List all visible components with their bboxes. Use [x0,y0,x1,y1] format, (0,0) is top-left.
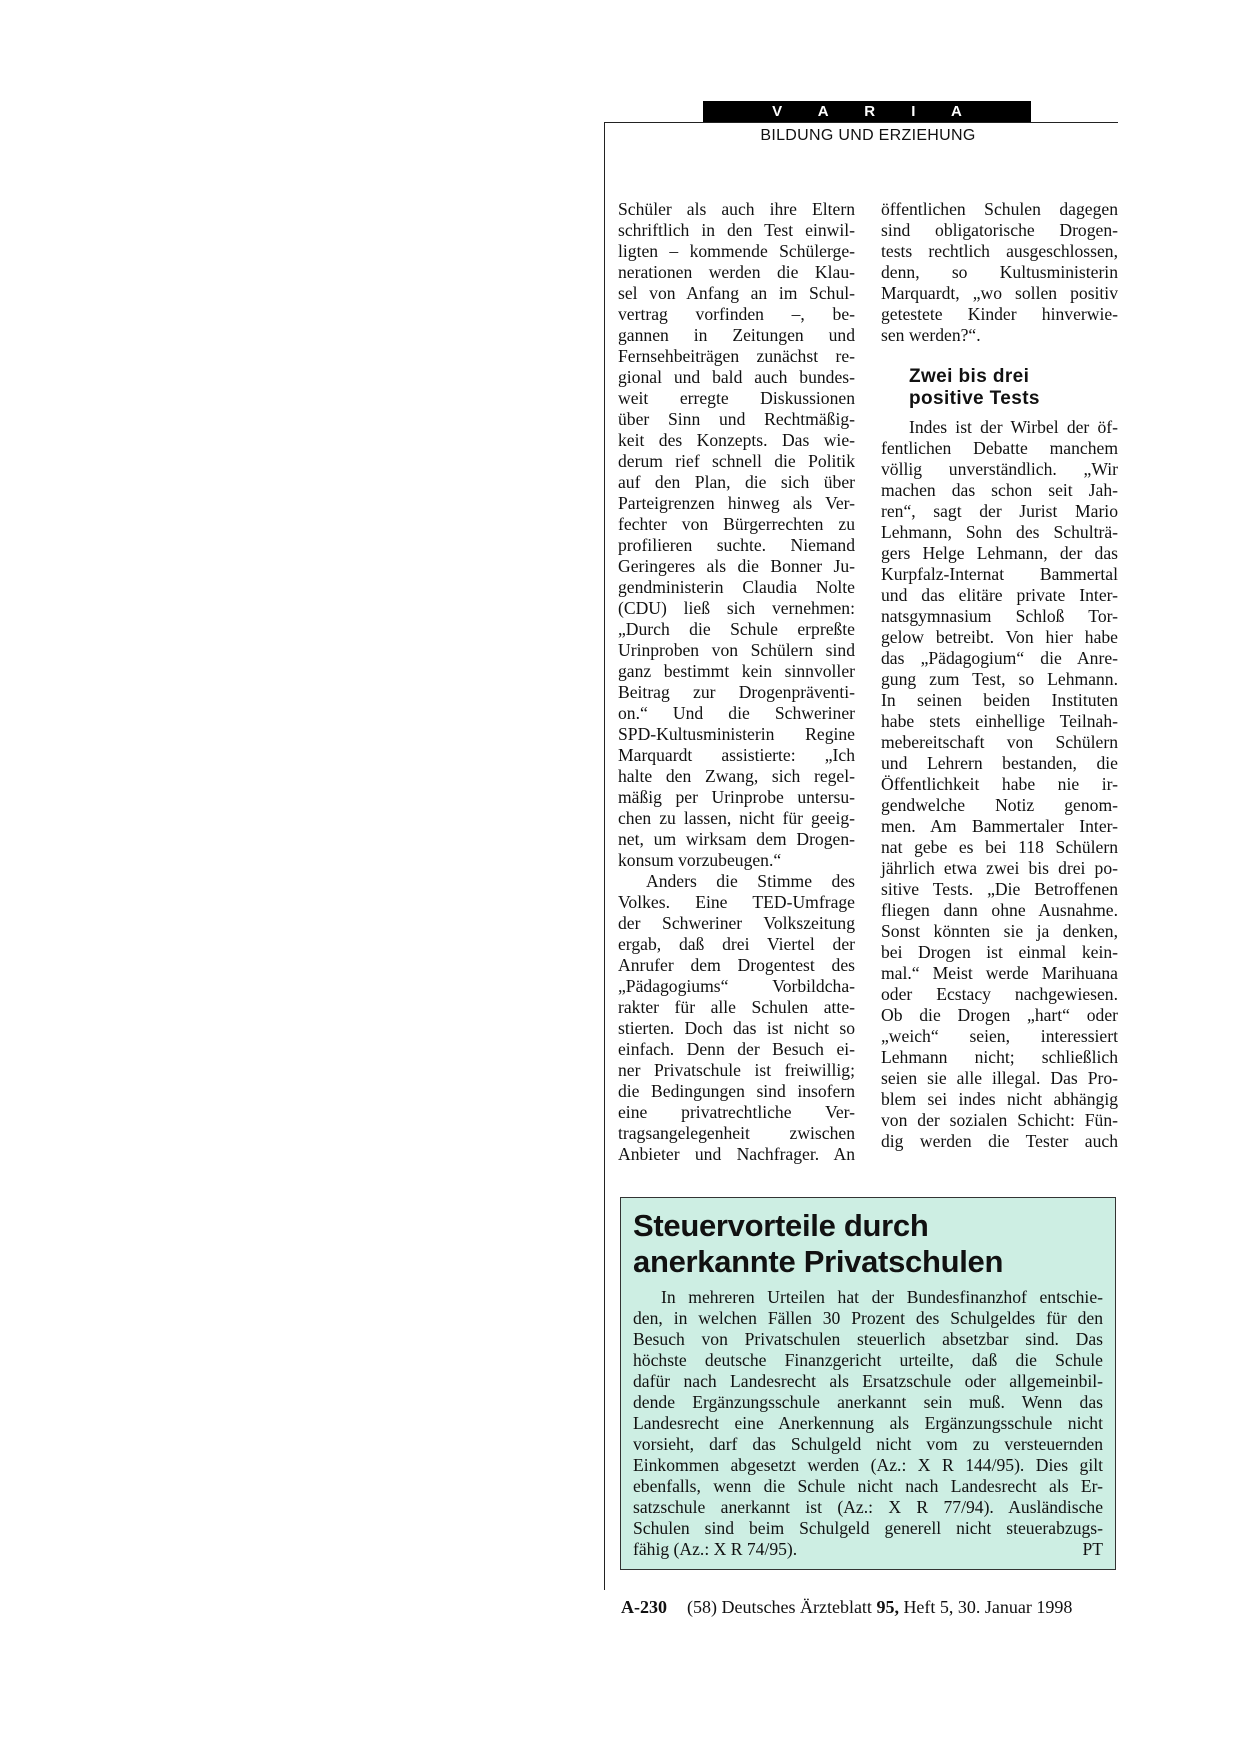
text-line: dig werden die Tester auch [881,1131,1118,1151]
info-box-line: ebenfalls, wenn die Schule nicht nach Landesrecht als Er- [633,1476,1103,1496]
text-line: jährlich etwa zwei bis drei po- [881,858,1118,878]
info-box-line: Schulen sind beim Schulgeld generell nicht steuerabzugs- [633,1518,1103,1538]
text-line: Lehmann, Sohn des Schulträ- [881,522,1118,542]
text-line: ergab, daß drei Viertel der [618,934,855,954]
text-line: In seinen beiden Instituten [881,690,1118,710]
text-line: Geringeres als die Bonner Ju- [618,556,855,576]
text-line: Ob die Drogen „hart“ oder [881,1005,1118,1025]
text-line: mäßig per Urinprobe untersu- [618,787,855,807]
text-line: mebereitschaft von Schülern [881,732,1118,752]
text-line: über Sinn und Rechtmäßig- [618,409,855,429]
text-line: nat gebe es bei 118 Schülern [881,837,1118,857]
text-line: gung zum Test, so Lehmann. [881,669,1118,689]
text-line: rakter für alle Schulen atte- [618,997,855,1017]
text-line: öffentlichen Schulen dagegen [881,199,1118,219]
text-line: (CDU) ließ sich vernehmen: [618,598,855,618]
info-box-line: In mehreren Urteilen hat der Bundesfinanzhof entschie- [661,1287,1103,1307]
header-rule [604,122,1118,123]
text-line: vertrag vorfinden –, be- [618,304,855,324]
info-box-last-line [633,1539,1103,1560]
text-line: das „Pädagogium“ die Anre- [881,648,1118,668]
text-line: gelow betreibt. Von hier habe [881,627,1118,647]
text-line: Beitrag zur Drogenpräventi- [618,682,855,702]
text-line: und Lehrern bestanden, die [881,753,1118,773]
info-box-body [633,1287,1103,1560]
footer-issue: Heft 5, 30. Januar 1998 [903,1597,1073,1617]
footer-publication: (58) Deutsches Ärzteblatt [687,1597,872,1617]
text-line: men. Am Bammertaler Inter- [881,816,1118,836]
subheading-line-1: Zwei bis drei [909,366,1030,387]
text-line: chen zu lassen, nicht für geeig- [618,808,855,828]
text-line: gendwelche Notiz genom- [881,795,1118,815]
text-line: Kurpfalz-Internat Bammertal [881,564,1118,584]
text-line: von der sozialen Schicht: Fün- [881,1110,1118,1130]
text-line: net, um wirksam dem Drogen- [618,829,855,849]
article-column-1 [618,199,855,1165]
text-line: völlig unverständlich. „Wir [881,459,1118,479]
text-line: die Bedingungen sind insofern [618,1081,855,1101]
text-line: ganz bestimmt kein sinnvoller [618,661,855,681]
text-line: nerationen werden die Klau- [618,262,855,282]
column-rule-vertical [604,122,605,1590]
info-box-line: den, in welchen Fällen 30 Prozent des Schulgeldes für den [633,1308,1103,1328]
text-line: habe stets einhellige Teilnah- [881,711,1118,731]
info-box-title-line-2: anerkannte Privatschulen [633,1244,1004,1279]
footer-volume: 95, [876,1597,899,1617]
text-line: keit des Konzepts. Das wie- [618,430,855,450]
text-line: und das elitäre private Inter- [881,585,1118,605]
text-line: ren“, sagt der Jurist Mario [881,501,1118,521]
text-line: Volkes. Eine TED-Umfrage [618,892,855,912]
text-line: gannen in Zeitungen und [618,325,855,345]
text-line: tragsangelegenheit zwischen [618,1123,855,1143]
text-line: Lehmann nicht; schließlich [881,1047,1118,1067]
text-line: sen werden?“. [881,325,981,345]
subheading-line-2: positive Tests [909,388,1040,409]
text-line: oder Ecstacy nachgewiesen. [881,984,1118,1004]
info-box-line: vorsieht, darf das Schulgeld nicht vom zu versteuernden [633,1434,1103,1454]
column-2-top-text [881,199,1118,346]
section-label: V A R I A [703,101,1031,122]
text-line: on.“ Und die Schweriner [618,703,855,723]
text-line: Sonst könnten sie ja denken, [881,921,1118,941]
text-line: seien sie alle illegal. Das Pro- [881,1068,1118,1088]
info-box-line: Landesrecht eine Anerkennung als Ergänzungsschule nicht [633,1413,1103,1433]
column-2-bottom-text [881,417,1118,1152]
text-line: konsum vorzubeugen.“ [618,850,782,870]
text-line: stierten. Doch das ist nicht so [618,1018,855,1038]
text-line: derum rief schnell die Politik [618,451,855,471]
text-line: Anbieter und Nachfrager. An [618,1144,855,1164]
info-box-closing-text: fähig (Az.: X R 74/95). [633,1539,798,1559]
info-box-lines [633,1287,1103,1539]
text-line: der Schweriner Volkszeitung [618,913,855,933]
page-number: A-230 [621,1597,667,1617]
subsection-title: BILDUNG UND ERZIEHUNG [760,127,976,144]
info-box-line: dende Ergänzungsschule anerkannt sein muß. Wenn das [633,1392,1103,1412]
info-box-author: PT [1082,1539,1103,1559]
text-line: auf den Plan, die sich über [618,472,855,492]
text-line: einfach. Denn der Besuch ei- [618,1039,855,1059]
text-line: fentlichen Debatte manchem [881,438,1118,458]
text-line: Urinproben von Schülern sind [618,640,855,660]
info-box-line: Einkommen abgesetzt werden (Az.: X R 144/95). Dies gilt [633,1455,1103,1475]
info-box-line: satzschule anerkannt ist (Az.: X R 77/94). Ausländische [633,1497,1103,1517]
text-line: Indes ist der Wirbel der öf- [909,417,1118,437]
text-line: fliegen dann ohne Ausnahme. [881,900,1118,920]
text-line: gers Helge Lehmann, der das [881,543,1118,563]
text-line: Anders die Stimme des [646,871,855,891]
text-line: gional und bald auch bundes- [618,367,855,387]
text-line: fechter von Bürgerrechten zu [618,514,855,534]
text-line: ligten – kommende Schülerge- [618,241,855,261]
text-line: profilieren suchte. Niemand [618,535,855,555]
text-line: blem sei indes nicht abhängig [881,1089,1118,1109]
text-line: bei Drogen ist einmal kein- [881,942,1118,962]
text-line: weit erregte Diskussionen [618,388,855,408]
text-line: mal.“ Meist werde Marihuana [881,963,1118,983]
text-line: halte den Zwang, sich regel- [618,766,855,786]
text-line: machen das schon seit Jah- [881,480,1118,500]
page-footer [621,1597,1072,1618]
info-box-line: Besuch von Privatschulen steuerlich absetzbar sind. Das [633,1329,1103,1349]
info-box [620,1197,1116,1570]
text-line: Schüler als auch ihre Eltern [618,199,855,219]
info-box-line: höchste deutsche Finanzgericht urteilte, daß die Schule [633,1350,1103,1370]
text-line: eine privatrechtliche Ver- [618,1102,855,1122]
article-column-2 [881,199,1118,1152]
text-line: Öffentlichkeit habe nie ir- [881,774,1118,794]
text-line: natsgymnasium Schloß Tor- [881,606,1118,626]
text-line: sitive Tests. „Die Betroffenen [881,879,1118,899]
text-line: schriftlich in den Test einwil- [618,220,855,240]
subheading [909,366,1118,410]
text-line: Parteigrenzen hinweg als Ver- [618,493,855,513]
info-box-title-line-1: Steuervorteile durch [633,1208,929,1243]
text-line: ner Privatschule ist freiwillig; [618,1060,855,1080]
text-line: tests rechtlich ausgeschlossen, [881,241,1118,261]
text-line: gendministerin Claudia Nolte [618,577,855,597]
text-line: „Durch die Schule erpreßte [618,619,855,639]
text-line: „Pädagogiums“ Vorbildcha- [618,976,855,996]
text-line: sel von Anfang an im Schul- [618,283,855,303]
text-line: SPD-Kultusministerin Regine [618,724,855,744]
text-line: Marquardt assistierte: „Ich [618,745,855,765]
text-line: Marquardt, „wo sollen positiv [881,283,1118,303]
text-line: getestete Kinder hinverwie- [881,304,1118,324]
text-line: Fernsehbeiträgen zunächst re- [618,346,855,366]
info-box-line: dafür nach Landesrecht als Ersatzschule oder allgemeinbil- [633,1371,1103,1391]
text-line: sind obligatorische Drogen- [881,220,1118,240]
text-line: „weich“ seien, interessiert [881,1026,1118,1046]
info-box-title [633,1208,1103,1280]
text-line: denn, so Kultusministerin [881,262,1118,282]
text-line: Anrufer dem Drogentest des [618,955,855,975]
